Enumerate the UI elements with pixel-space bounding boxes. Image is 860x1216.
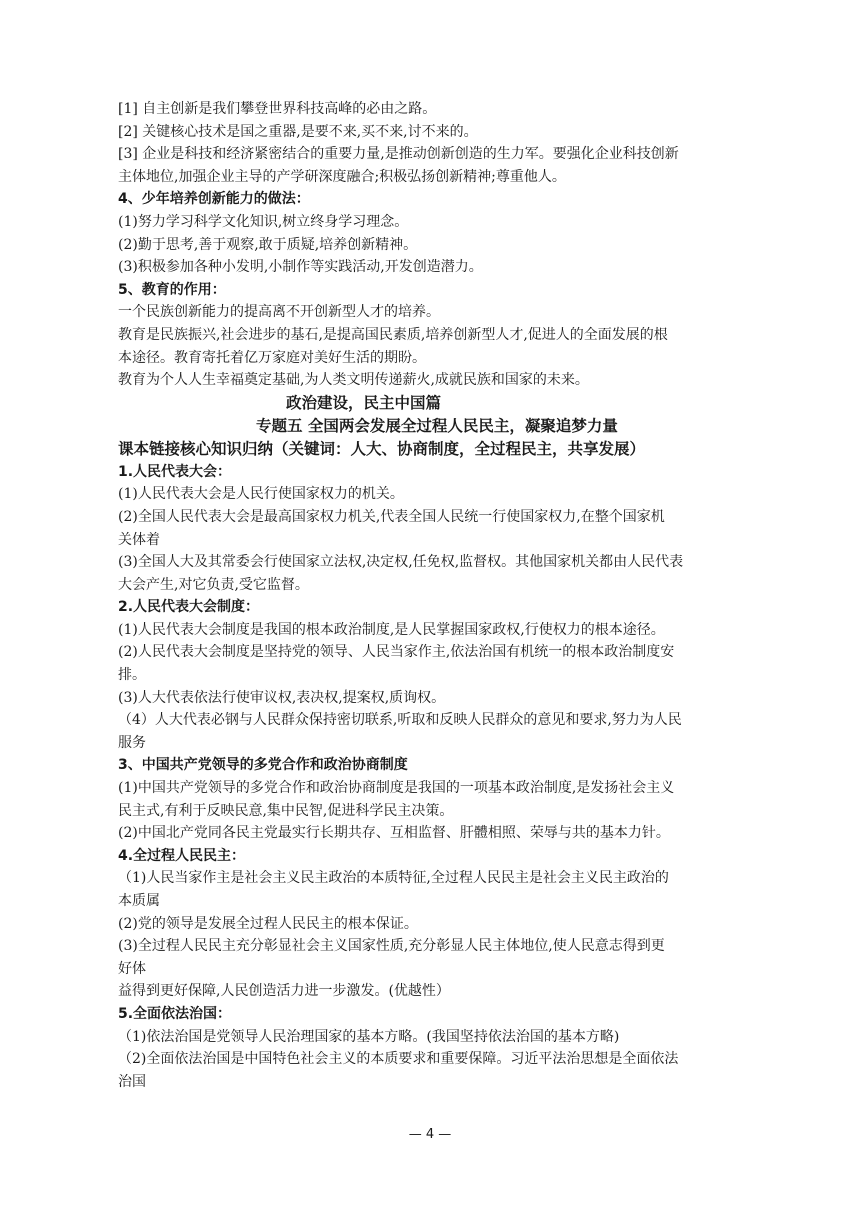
text-line: 好体 xyxy=(118,960,146,977)
text-line: 大会产生,对它负责,受它监督。 xyxy=(118,576,309,593)
text-line: (2)勤于思考,善于观察,敢于质疑,培养创新精神。 xyxy=(118,236,418,253)
text-line: (1)努力学习科学文化知识,树立终身学习理念。 xyxy=(118,213,409,230)
text-line: (2)中国北产党同各民主党最实行长期共存、互相监督、肝體相照、荣辱与共的基本力针。 xyxy=(118,825,670,842)
text-line: （4）人大代表必钢与人民群众保持密切联系,听取和反映人民群众的意见和要求,努力为人民 xyxy=(118,712,682,729)
text-line: 服务 xyxy=(118,734,146,751)
text-line: (3)人大代表依法行使审议权,表决权,提案权,质询权。 xyxy=(118,689,446,706)
text-line: 本途径。教育寄托着亿万家庭对美好生活的期盼。 xyxy=(118,349,426,366)
text-line: 主体地位,加强企业主导的产学研深度融合;积极弘扬创新精神;尊重他人。 xyxy=(118,168,566,185)
section-heading: 1.人民代表大会： xyxy=(118,463,232,480)
section-heading: 2.人民代表大会制度： xyxy=(118,599,260,616)
page-number: — 4 — xyxy=(408,1127,452,1142)
text-line: (1)人民代表大会制度是我国的根本政治制度,是人民掌握国家政权,行使权力的根本途径。 xyxy=(118,621,665,638)
text-line: (3)全国人大及其常委会行使国家立法权,决定权,任免权,监督权。其他国家机关都由人民代表 xyxy=(118,554,684,571)
text-line: (2)党的领导是发展全过程人民民主的根本保证。 xyxy=(118,915,418,932)
text-line: (3)积极参加各种小发明,小制作等实践活动,开发创造潜力。 xyxy=(118,259,483,276)
topic-title: 专题五 全国两会发展全过程人民民主，凝聚追梦力量 xyxy=(256,416,618,435)
section-heading: 3、中国共产党领导的多党合作和政治协商制度 xyxy=(118,757,408,774)
text-line: （1)人民当家作主是社会主义民主政治的本质特征,全过程人民民主是社会主义民主政治的 xyxy=(118,870,669,887)
text-line: (1)人民代表大会是人民行使国家权力的机关。 xyxy=(118,486,404,503)
text-line: [3] 企业是科技和经济紧密结合的重要力量,是推动创新创造的生力军。要强化企业科技创新 xyxy=(118,146,679,163)
text-line: 教育为个人人生幸福奠定基础,为人类文明传递薪火,成就民族和国家的未来。 xyxy=(118,372,589,389)
summary-heading: 课本链接核心知识归纳（关键词：人大、协商制度，全过程民主，共享发展） xyxy=(118,439,646,458)
text-line: 益得到更好保障,人民创造活力进一步激发。(优越性） xyxy=(118,983,450,1000)
text-line: （2)全面依法治国是中国特色社会主义的本质要求和重要保障。习近平法治思想是全面依法 xyxy=(118,1051,679,1068)
text-line: (2)人民代表大会制度是坚持党的领导、人民当家作主,依法治国有机统一的根本政治制度安 xyxy=(118,644,675,661)
text-line: 一个民族创新能力的提高离不开创新型人才的培养。 xyxy=(118,304,440,321)
text-line: (3)全过程人民民主充分彰显社会主义国家性质,充分彰显人民主体地位,使人民意志得到更 xyxy=(118,938,665,955)
text-line: [2] 关键核心技术是国之重器,是要不来,买不来,讨不来的。 xyxy=(118,123,478,140)
section-heading: 5.全面依法治国： xyxy=(118,1005,232,1022)
text-line: (2)全国人民代表大会是最高国家权力机关,代表全国人民统一行使国家权力,在整个国家机 xyxy=(118,508,665,525)
text-line: 关体着 xyxy=(118,531,160,548)
part-title: 政治建设，民主中国篇 xyxy=(286,393,442,412)
section-heading: 4.全过程人民民主： xyxy=(118,847,246,864)
text-line: 民主式,有利于反映民意,集中民智,促进科学民主决策。 xyxy=(118,802,454,819)
text-line: 治国 xyxy=(118,1073,146,1090)
section-heading: 5、教育的作用： xyxy=(118,281,226,298)
section-heading: 4、少年培养创新能力的做法： xyxy=(118,191,310,208)
text-line: (1)中国共产党领导的多党合作和政治协商制度是我国的一项基本政治制度,是发扬社会主义 xyxy=(118,780,675,797)
text-line: 教育是民族振兴,社会进步的基石,是提高国民素质,培养创新型人才,促进人的全面发展的根 xyxy=(118,326,668,343)
document-body xyxy=(118,98,736,1093)
text-line: 本质属 xyxy=(118,893,160,909)
text-line: [1] 自主创新是我们攀登世界科技高峰的必由之路。 xyxy=(118,101,437,117)
text-line: 排。 xyxy=(118,667,146,684)
text-line: （1)依法治国是党领导人民治理国家的基本方略。(我国坚持依法治国的基本方略) xyxy=(118,1028,620,1045)
